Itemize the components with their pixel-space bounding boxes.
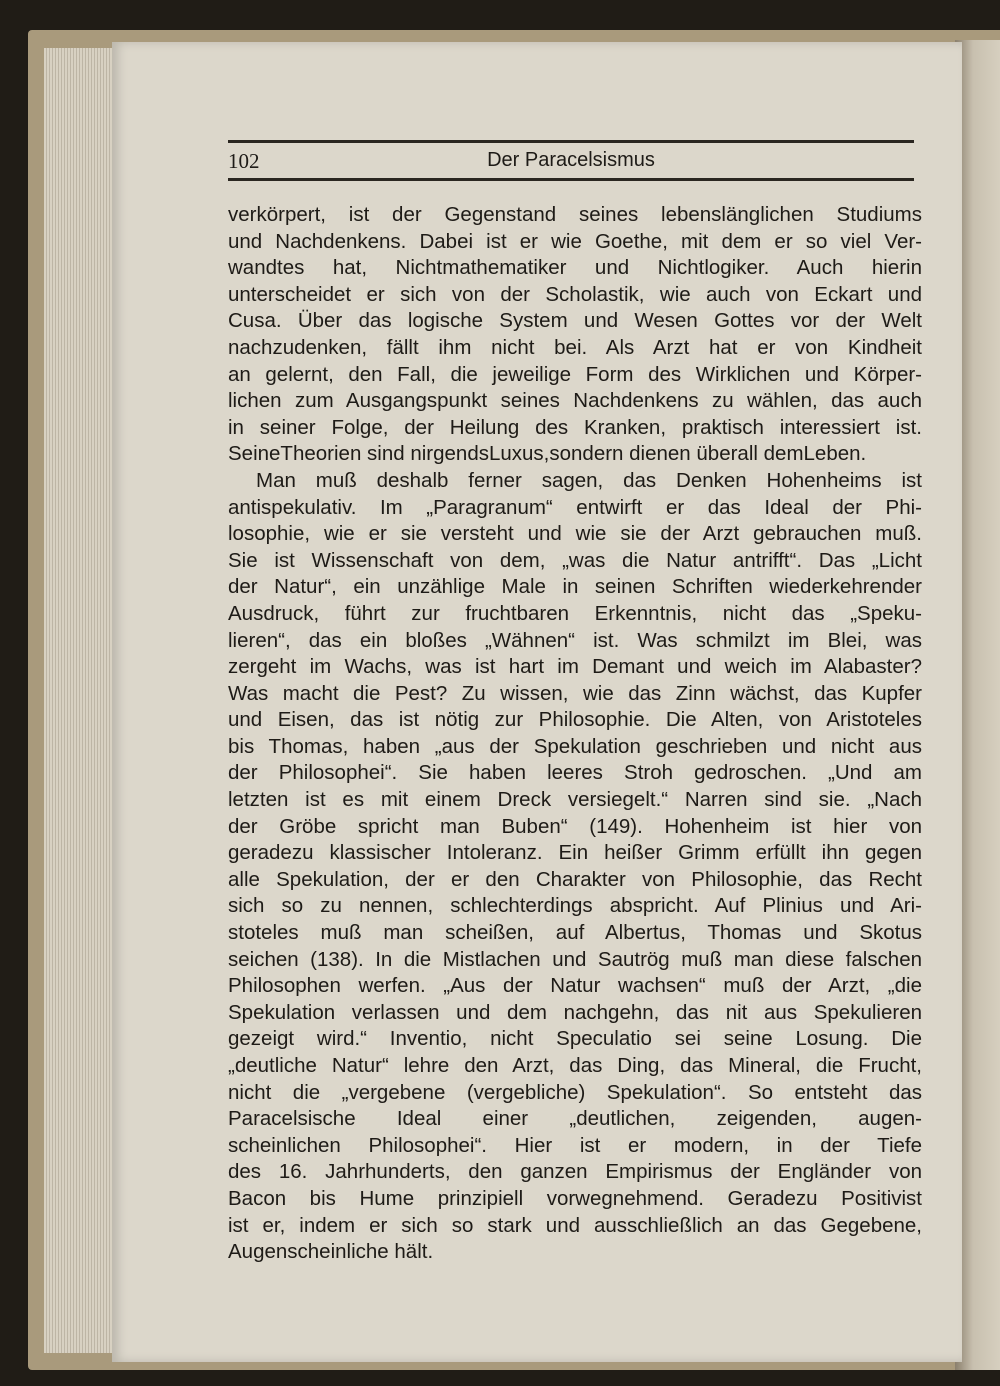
text-line: stoteles muß man scheißen, auf Albertus, Thomas und Skotus: [228, 921, 922, 945]
text-line: Paracelsische Ideal einer „deutlichen, zeigenden, augen-: [228, 1107, 922, 1131]
text-line: sich so zu nennen, schlechterdings abspricht. Auf Plinius und Ari-: [228, 894, 922, 918]
text-line: Bacon bis Hume prinzipiell vorwegnehmend. Geradezu Positivist: [228, 1186, 922, 1210]
text-line: verkörpert, ist der Gegenstand seines lebenslänglichen Studiums: [228, 203, 922, 226]
text-line: Spekulation verlassen und dem nachgehn, das nit aus Spekulieren: [228, 1000, 922, 1024]
text-line: nachzudenken, fällt ihm nicht bei. Als Arzt hat er von Kindheit: [228, 335, 922, 359]
text-line: zergeht im Wachs, was ist hart im Demant und weich im Alabaster?: [228, 655, 922, 679]
text-line: Was macht die Pest? Zu wissen, wie das Zinn wächst, das Kupfer: [228, 681, 922, 705]
text-line: Man muß deshalb ferner sagen, das Denken Hohenheims ist: [256, 468, 922, 492]
text-line: Ausdruck, führt zur fruchtbaren Erkenntnis, nicht das „Speku-: [228, 601, 922, 625]
text-line: Cusa. Über das logische System und Wesen Gottes vor der Welt: [228, 309, 922, 333]
text-line: seichen (138). In die Mistlachen und Sautrög muß man diese falschen: [228, 947, 922, 971]
text-line: lichen zum Ausgangspunkt seines Nachdenkens zu wählen, das auch: [228, 389, 922, 413]
text-line: und Nachdenkens. Dabei ist er wie Goethe, mit dem er so viel Ver-: [228, 229, 922, 253]
running-title: Der Paracelsismus: [487, 149, 655, 171]
text-line: alle Spekulation, der er den Charakter von Philosophie, das Recht: [228, 867, 922, 891]
text-line: scheinlichen Philosophei“. Hier ist er modern, in der Tiefe: [228, 1133, 922, 1157]
text-line: Augenscheinliche hält.: [228, 1240, 434, 1264]
text-line: bis Thomas, haben „aus der Spekulation geschrieben und nicht aus: [228, 734, 922, 758]
text-line: des 16. Jahrhunderts, den ganzen Empirismus der Engländer von: [228, 1160, 922, 1184]
text-line: geradezu klassischer Intoleranz. Ein heißer Grimm erfüllt ihn gegen: [228, 841, 922, 865]
text-line: losophie, wie er sie versteht und wie sie der Arzt gebrauchen muß.: [228, 522, 922, 546]
page-number: 102: [228, 149, 260, 173]
text-line: der Philosophei“. Sie haben leeres Stroh gedroschen. „Und am: [228, 761, 922, 785]
text-line: unterscheidet er sich von der Scholastik, wie auch von Eckart und: [228, 282, 922, 306]
text-line: lieren“, das ein bloßes „Wähnen“ ist. Was schmilzt im Blei, was: [228, 628, 922, 652]
page-header: [228, 140, 914, 184]
text-line: der Gröbe spricht man Buben“ (149). Hohenheim ist hier von: [228, 814, 922, 838]
text-line: der Natur“, ein unzählige Male in seinen Schriften wiederkehrender: [228, 575, 922, 599]
text-line: SeineTheorien sind nirgendsLuxus,sondern dienen überall demLeben.: [228, 442, 867, 466]
text-line: Philosophen werfen. „Aus der Natur wachsen“ muß der Arzt, „die: [228, 974, 922, 998]
text-line: gezeigt wird.“ Inventio, nicht Speculatio sei seine Losung. Die: [228, 1027, 922, 1051]
header-rule-top: [228, 140, 914, 143]
text-line: „deutliche Natur“ lehre den Arzt, das Ding, das Mineral, die Frucht,: [228, 1054, 922, 1077]
text-line: letzten ist es mit einem Dreck versiegelt.“ Narren sind sie. „Nach: [228, 788, 922, 812]
text-line: in seiner Folge, der Heilung des Kranken, praktisch interessiert ist.: [228, 415, 922, 439]
text-line: und Eisen, das ist nötig zur Philosophie. Die Alten, von Aristoteles: [228, 708, 922, 732]
text-line: ist er, indem er sich so stark und ausschließlich an das Gegebene,: [228, 1213, 922, 1237]
text-line: an gelernt, den Fall, die jeweilige Form des Wirklichen und Körper-: [228, 362, 922, 386]
header-rule-bottom: [228, 178, 914, 181]
text-line: Sie ist Wissenschaft von dem, „was die Natur antrifft“. Das „Licht: [228, 548, 922, 572]
text-line: nicht die „vergebene (vergebliche) Spekulation“. So entsteht das: [228, 1080, 922, 1104]
text-line: wandtes hat, Nichtmathematiker und Nichtlogiker. Auch hierin: [228, 256, 922, 280]
text-line: antispekulativ. Im „Paragranum“ entwirft er das Ideal der Phi-: [228, 495, 922, 519]
body-text: [228, 202, 922, 1266]
